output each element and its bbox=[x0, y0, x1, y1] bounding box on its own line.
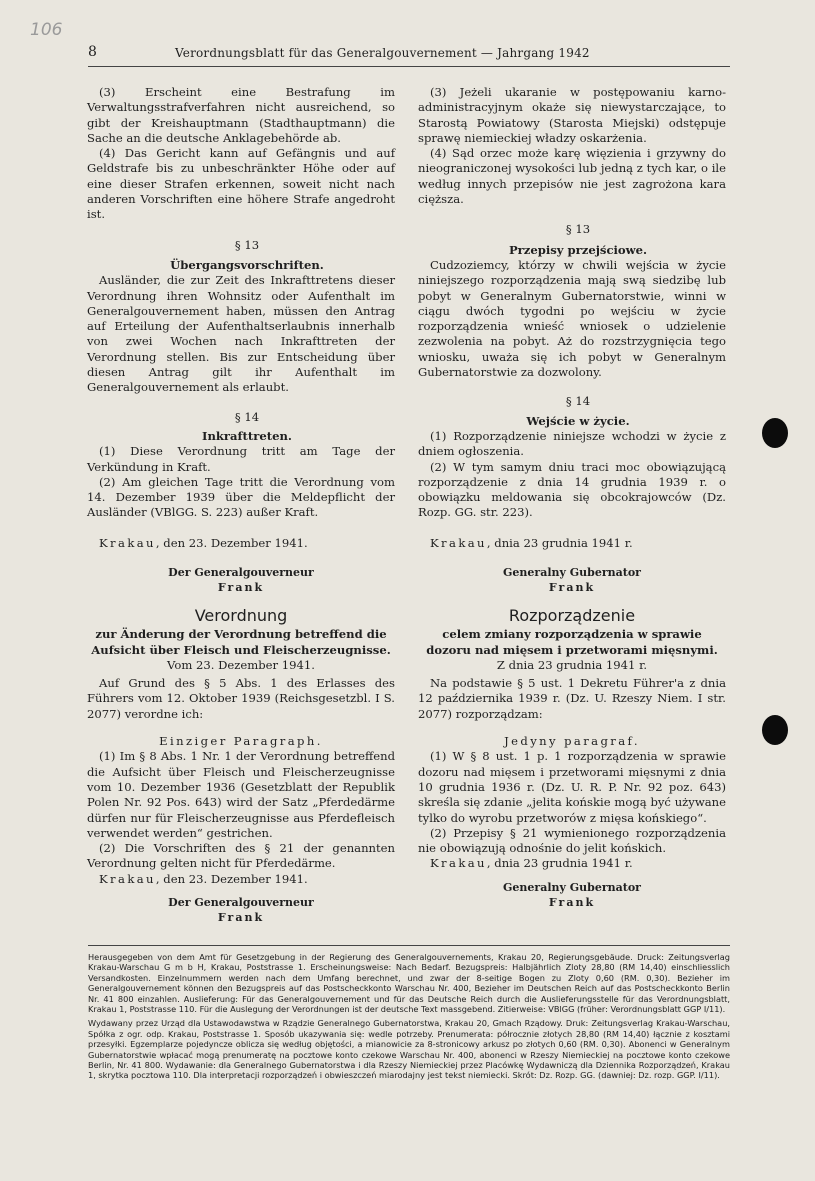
pl-ordinance-signature-title: Generalny Gubernator bbox=[503, 880, 641, 894]
de-section-13-title: Übergangsvorschriften. bbox=[170, 257, 324, 272]
pencil-page-note: 106 bbox=[30, 20, 63, 40]
de-signature-name: Frank bbox=[217, 581, 265, 595]
polish-column-top bbox=[418, 85, 726, 596]
pl-date: , dnia 23 grudnia 1941 r. bbox=[486, 535, 633, 550]
pl-place: Krakau bbox=[430, 535, 487, 550]
de-ordinance-place-date bbox=[87, 872, 395, 887]
pl-signature-name: Frank bbox=[548, 581, 596, 595]
pl-ordinance-subtitle: celem zmiany rozporządzenia w sprawie dozoru nad mięsem i przetworami mięsnymi. bbox=[426, 627, 718, 657]
pl-ordinance-date: Z dnia 23 grudnia 1941 r. bbox=[496, 657, 648, 672]
pl-section-14-para-1: (1) Rozporządzenie niniejsze wchodzi w życie z dniem ogłoszenia. bbox=[418, 428, 726, 459]
de-ordinance-date: Vom 23. Dezember 1941. bbox=[167, 657, 315, 672]
pl-ordinance-paragraph-heading: Jedyny paragraf. bbox=[504, 734, 640, 749]
imprint-footer bbox=[88, 952, 730, 1081]
de-para-3: (3) Erscheint eine Bestrafung im Verwaltungsstrafverfahren nicht ausreichend, so gibt der Kreishauptmann (Stadthauptmann) die Sache an die deutsche Anklagebehörde ab. bbox=[87, 85, 395, 145]
pl-signature-title: Generalny Gubernator bbox=[503, 566, 641, 580]
header-rule bbox=[88, 66, 730, 67]
de-signature-title: Der Generalgouverneur bbox=[168, 566, 314, 580]
pl-section-13-text: Cudzoziemcy, którzy w chwili wejścia w życie niniejszego rozporządzenia mają swą siedzibę lub pobyt w Generalnym Gubernatorstwie, winni w ciągu dwóch tygodni po wejściu w życie rozporządzenia wnieść wniosek o udzielenie zezwolenia na pobyt. Aż do rozstrzygnięcia tego wniosku, uważa się ich pobyt w Generalnym Gubernatorstwie za dozwolony. bbox=[418, 257, 726, 380]
running-title: Verordnungsblatt für das Generalgouvernement — Jahrgang 1942 bbox=[175, 46, 590, 60]
pl-ordinance-para-1: (1) W § 8 ust. 1 p. 1 rozporządzenia w sprawie dozoru nad mięsem i przetworami mięsnymi z dnia 10 grudnia 1936 r. (Dz. U. R. P. Nr. 92 poz. 643) skreśla się zdanie „jelita końskie mogą być używane tylko do wyrobu przetworów z mięsa końskiego“. bbox=[418, 749, 726, 825]
de-place-date bbox=[87, 536, 395, 551]
punch-hole-upper bbox=[762, 418, 788, 448]
footer-rule bbox=[88, 945, 730, 946]
pl-ordinance-place-date bbox=[418, 856, 726, 871]
de-ordinance-paragraph-heading: Einziger Paragraph. bbox=[159, 734, 323, 749]
pl-place-date bbox=[418, 536, 726, 551]
de-date: , den 23. Dezember 1941. bbox=[155, 535, 308, 550]
de-ordinance-place: Krakau bbox=[99, 871, 156, 886]
de-ordinance-subtitle: zur Änderung der Verordnung betreffend die Aufsicht über Fleisch und Fleischerzeugnisse. bbox=[91, 627, 391, 657]
de-section-13-number: § 13 bbox=[234, 237, 260, 252]
pl-para-3: (3) Jeżeli ukaranie w postępowaniu karno-administracyjnym okaże się niewystarczające, to Starostą Powiatowy (Starosta Miejski) odstępuje sprawę niemieckiej władzy oskarżenia. bbox=[418, 85, 726, 145]
pl-section-14-para-2: (2) W tym samym dniu traci moc obowiązującą rozporządzenie z dnia 14 grudnia 1939 r. o obowiązku meldowania się obcokrajowców (Dz. Rozp. GG. str. 223). bbox=[418, 459, 726, 520]
german-ordinance bbox=[87, 608, 395, 926]
imprint-german: Herausgegeben von dem Amt für Gesetzgebung in der Regierung des Generalgouvernements, Krakau 20, Regierungsgebäude. Druck: Zeitungsverlag Krakau-Warschau G m b H, Krakau, Poststrasse 1. Erscheinungsweise: Nach Bedarf. Bezugspreis: Halbjährlich Zloty 28,80 (RM 14,40) einschliesslich Versandkosten. Einzelnummern werden nach dem Umfang berechnet, und zwar der 8-seitige Bogen zu Zloty 0,60 (RM. 0,30). Bezieher im Generalgouvernement können den Bezugspreis auf das Postscheckkonto Warschau Nr. 400, Bezieher im Deutschen Reich auf das Postscheckkonto Berlin Nr. 41 800 einzahlen. Auslieferung: Für das Generalgouvernement und für das Deutsche Reich durch die Auslieferungsstelle für das Verordnungsblatt, Krakau 1, Poststrasse 110. Für die Auslegung der Verordnungen ist der deutsche Text massgebend. Zitierweise: VBlGG (früher: Verordnungsblatt GGP I/11). bbox=[88, 952, 730, 1015]
pl-ordinance-intro: Na podstawie § 5 ust. 1 Dekretu Führer'a z dnia 12 października 1939 r. (Dz. U. Rzeszy Niem. I str. 2077) rozporządzam: bbox=[418, 676, 726, 721]
pl-section-14-number: § 14 bbox=[565, 394, 591, 409]
de-ordinance-para-1: (1) Im § 8 Abs. 1 Nr. 1 der Verordnung betreffend die Aufsicht über Fleisch und Fleischerzeugnisse vom 10. Dezember 1936 (Gesetzblatt der Republik Polen Nr. 92 Pos. 643) wird der Satz „Pferdedärme dürfen nur für Fleischerzeugnisse aus Pferdefleisch verwendet werden“ gestrichen. bbox=[87, 749, 395, 840]
de-ordinance-signature-title: Der Generalgouverneur bbox=[168, 896, 314, 910]
polish-ordinance bbox=[418, 608, 726, 910]
page-number: 8 bbox=[88, 44, 97, 60]
pl-ordinance-para-2: (2) Przepisy § 21 wymienionego rozporządzenia nie obowiązują odnośnie do jelit końskich. bbox=[418, 825, 726, 856]
pl-ordinance-date-line: , dnia 23 grudnia 1941 r. bbox=[486, 856, 633, 871]
pl-para-4: (4) Sąd orzec może karę więzienia i grzywny do nieograniczonej wysokości lub jedną z tych kar, o ile według innych przepisów nie jest zagrożona kara cięższa. bbox=[418, 146, 726, 207]
german-column-top bbox=[87, 85, 395, 596]
de-ordinance-signature-name: Frank bbox=[217, 911, 265, 925]
de-ordinance-date-line: , den 23. Dezember 1941. bbox=[155, 871, 308, 886]
de-section-14-para-2: (2) Am gleichen Tage tritt die Verordnung vom 14. Dezember 1939 über die Meldepflicht der Ausländer (VBlGG. S. 223) außer Kraft. bbox=[87, 474, 395, 520]
de-ordinance-para-2: (2) Die Vorschriften des § 21 der genannten Verordnung gelten nicht für Pferdedärme. bbox=[87, 841, 395, 871]
de-ordinance-intro: Auf Grund des § 5 Abs. 1 des Erlasses des Führers vom 12. Oktober 1939 (Reichsgesetzbl. I S. 2077) verordne ich: bbox=[87, 676, 395, 721]
de-section-14-para-1: (1) Diese Verordnung tritt am Tage der Verkündung in Kraft. bbox=[87, 444, 395, 474]
punch-hole-lower bbox=[762, 715, 788, 745]
pl-ordinance-signature-name: Frank bbox=[548, 896, 596, 910]
pl-section-13-title: Przepisy przejściowe. bbox=[508, 242, 648, 257]
de-place: Krakau bbox=[99, 535, 156, 550]
de-para-4: (4) Das Gericht kann auf Gefängnis und auf Geldstrafe bis zu unbeschränkter Höhe oder auf eine dieser Strafen erkennen, soweit nicht nach anderen Vorschriften eine höhere Strafe angedroht ist. bbox=[87, 146, 395, 222]
imprint-polish: Wydawany przez Urząd dla Ustawodawstwa w Rządzie Generalnego Gubernatorstwa, Krakau 20, Gmach Rządowy. Druk: Zeitungsverlag Krakau-Warschau, Spółka z ogr. odp. Krakau, Poststrasse 1. Sposób ukazywania się: wedle potrzeby. Prenumerata: półrocznie złotych 28,80 (RM 14,40) łącznie z kosztami przesyłki. Egzemplarze pojedyncze oblicza się według objętości, a mianowicie za 8-stronicowy arkusz po złotych 0,60 (RM. 0,30). Abonenci w Generalnym Gubernatorstwie wpłacać mogą prenumeratę na pocztowe konto czekowe Warschau Nr. 400, abonenci w Rzeszy Niemieckiej na pocztowe konto czekowe Berlin, Nr. 41 800. Wydawanie: dla Generalnego Gubernatorstwa i dla Rzeszy Niemieckiej przez Placówkę Wydawniczą dla Dziennika Rozporządzeń, Krakau 1, skrytka pocztowa 110. Dla interpretacji rozporządzeń i obwieszczeń miarodajny jest tekst niemiecki. Skrót: Dz. Rozp. GG. (dawniej: Dz. rozp. GGP. I/11). bbox=[88, 1018, 730, 1081]
de-ordinance-heading: Verordnung bbox=[194, 606, 288, 625]
pl-ordinance-place: Krakau bbox=[430, 856, 487, 871]
de-section-14-number: § 14 bbox=[234, 409, 260, 424]
de-section-14-title: Inkrafttreten. bbox=[202, 428, 292, 443]
de-section-13-text: Ausländer, die zur Zeit des Inkrafttretens dieser Verordnung ihren Wohnsitz oder Aufenthalt im Generalgouvernement haben, müssen den Antrag auf Erteilung der Aufenthaltserlaubnis innerhalb von zwei Wochen nach Inkrafttreten der Verordnung stellen. Bis zur Entscheidung über diesen Antrag gilt ihr Aufenthalt im Generalgouvernement als erlaubt. bbox=[87, 273, 395, 395]
pl-ordinance-heading: Rozporządzenie bbox=[508, 606, 636, 625]
pl-section-13-number: § 13 bbox=[565, 222, 591, 237]
pl-section-14-title: Wejście w życie. bbox=[526, 413, 630, 428]
